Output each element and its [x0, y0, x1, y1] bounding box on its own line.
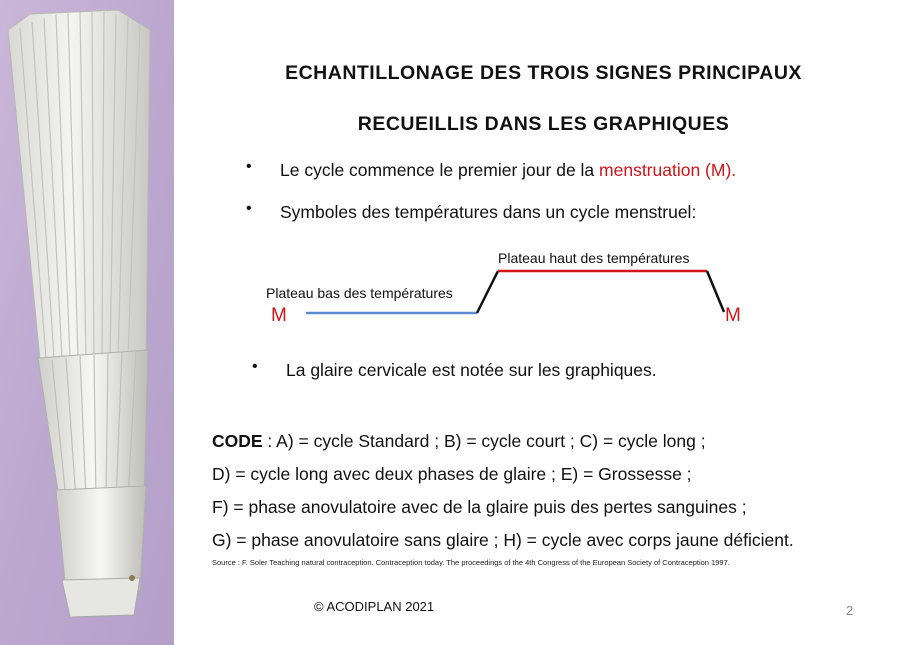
code-label: CODE — [212, 431, 263, 451]
bullet-dot-icon: • — [246, 158, 252, 175]
code-line-1 — [212, 431, 706, 452]
bullet-cycle-start-text: Le cycle commence le premier jour de la — [280, 160, 600, 180]
slide-title-line-1: ECHANTILLONAGE DES TROIS SIGNES PRINCIPAUX — [285, 62, 802, 84]
fan-image — [0, 0, 174, 645]
low-plateau-label: Plateau bas des températures — [266, 285, 453, 301]
code-line-4: G) = phase anovulatoire sans glaire ; H) = cycle avec corps jaune déficient. — [212, 530, 794, 550]
page-number: 2 — [846, 603, 854, 618]
rise-line — [477, 271, 498, 313]
fan-photo — [0, 0, 174, 645]
slide-title-line-2: RECUEILLIS DANS LES GRAPHIQUES — [357, 113, 730, 135]
fall-line — [707, 271, 724, 312]
code-line-3: F) = phase anovulatoire avec de la glaire puis des pertes sanguines ; — [212, 497, 747, 517]
menstruation-marker-start: M — [271, 305, 287, 326]
high-plateau-label: Plateau haut des températures — [498, 250, 690, 266]
copyright: © ACODIPLAN 2021 — [314, 599, 435, 614]
slide — [174, 0, 913, 645]
bullet-dot-icon: • — [246, 200, 252, 217]
bullet-menstruation-highlight: menstruation (M). — [599, 160, 737, 180]
bullet-cervical-mucus — [252, 358, 657, 381]
code-line-2: D) = cycle long avec deux phases de glaire ; E) = Grossesse ; — [212, 464, 692, 484]
code-line-1-text: : A) = cycle Standard ; B) = cycle court ; C) = cycle long ; — [262, 431, 706, 451]
bullet-dot-icon: • — [252, 358, 258, 375]
menstruation-marker-end: M — [725, 305, 741, 326]
bullet-temperature-symbols-text: Symboles des températures dans un cycle menstruel: — [280, 202, 697, 222]
bullet-cervical-mucus-text: La glaire cervicale est notée sur les graphiques. — [286, 360, 657, 380]
source-citation: Source : F. Soler Teaching natural contraception. Contraception today. The proceedings of the 4th Congress of the European Society of Contraception 1997. — [212, 558, 730, 567]
